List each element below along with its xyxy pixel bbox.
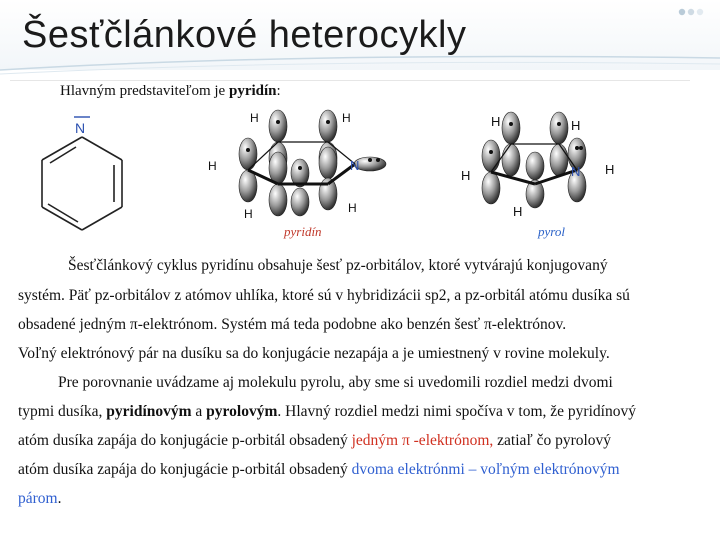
h-label: H [208,159,217,173]
intro-suffix: : [276,83,281,99]
h-label: H [571,118,581,133]
pyrrole-orbital-diagram [455,108,625,228]
text-span: . Hlavný rozdiel medzi nimi spočíva v tom, že pyridínový [277,403,636,420]
h-label: H [491,114,501,129]
text-span: a [191,403,207,420]
h-label: H [513,204,523,219]
paragraph-line [18,403,636,421]
h-label: H [244,207,253,221]
text-span: atóm dusíka zapája do konjugácie p-orbitál obsadený [18,461,352,478]
corner-decoration-icon [676,4,704,20]
h-label: H [348,201,357,215]
n-label: N [571,164,581,179]
pyrrole-caption: pyrol [538,224,565,239]
text-span: typmi dusíka, [18,403,107,420]
h-label: H [342,111,351,125]
intro-line [60,83,281,100]
paragraph-line: Pre porovnanie uvádzame aj molekulu pyrolu, aby sme si uvedomili rozdiel medzi dvomi [58,374,613,391]
paragraph-line [18,490,61,508]
paragraph-line [18,432,611,450]
pyridine-orbital-diagram [200,108,400,228]
text-span: atóm dusíka zapája do konjugácie p-orbitál obsadený [18,432,352,449]
paragraph-line: Šesťčlánkový cyklus pyridínu obsahuje šesť pz-orbitálov, ktoré vytvárajú konjugovaný [68,257,608,274]
paragraph-line: Voľný elektrónový pár na dusíku sa do konjugácie nezapája a je umiestnený v rovine molekuly. [18,345,610,362]
n-label: N [350,158,360,173]
text-span: zatiaľ čo pyrolový [493,432,612,449]
pyridine-n-label: N [75,120,86,136]
highlight-blue: dvoma elektrónmi – voľným elektrónovým [351,461,620,478]
h-label: H [605,162,615,177]
pyridine-caption: pyridín [284,224,322,239]
pyridine-structure-diagram [30,105,140,245]
text-span: . [57,490,62,507]
slide-title: Šesťčlánkové heterocykly [22,14,467,56]
bold-span: pyridínovým [106,403,192,420]
highlight-blue: párom [18,490,58,507]
h-label: H [250,111,259,125]
paragraph-line [18,461,620,479]
highlight-red: jedným π -elektrónom, [351,432,494,449]
bold-span: pyrolovým [206,403,278,420]
intro-bold: pyridín [228,83,277,99]
intro-prefix: Hlavným predstaviteľom je [60,83,229,99]
paragraph-line: obsadené jedným π-elektrónom. Systém má teda podobne ako benzén šesť π-elektrónov. [18,316,567,333]
paragraph-line: systém. Päť pz-orbitálov z atómov uhlíka, ktoré sú v hybridizácii sp2, a pz-orbitál atómu dusíka sú [18,287,630,304]
h-label: H [461,168,471,183]
